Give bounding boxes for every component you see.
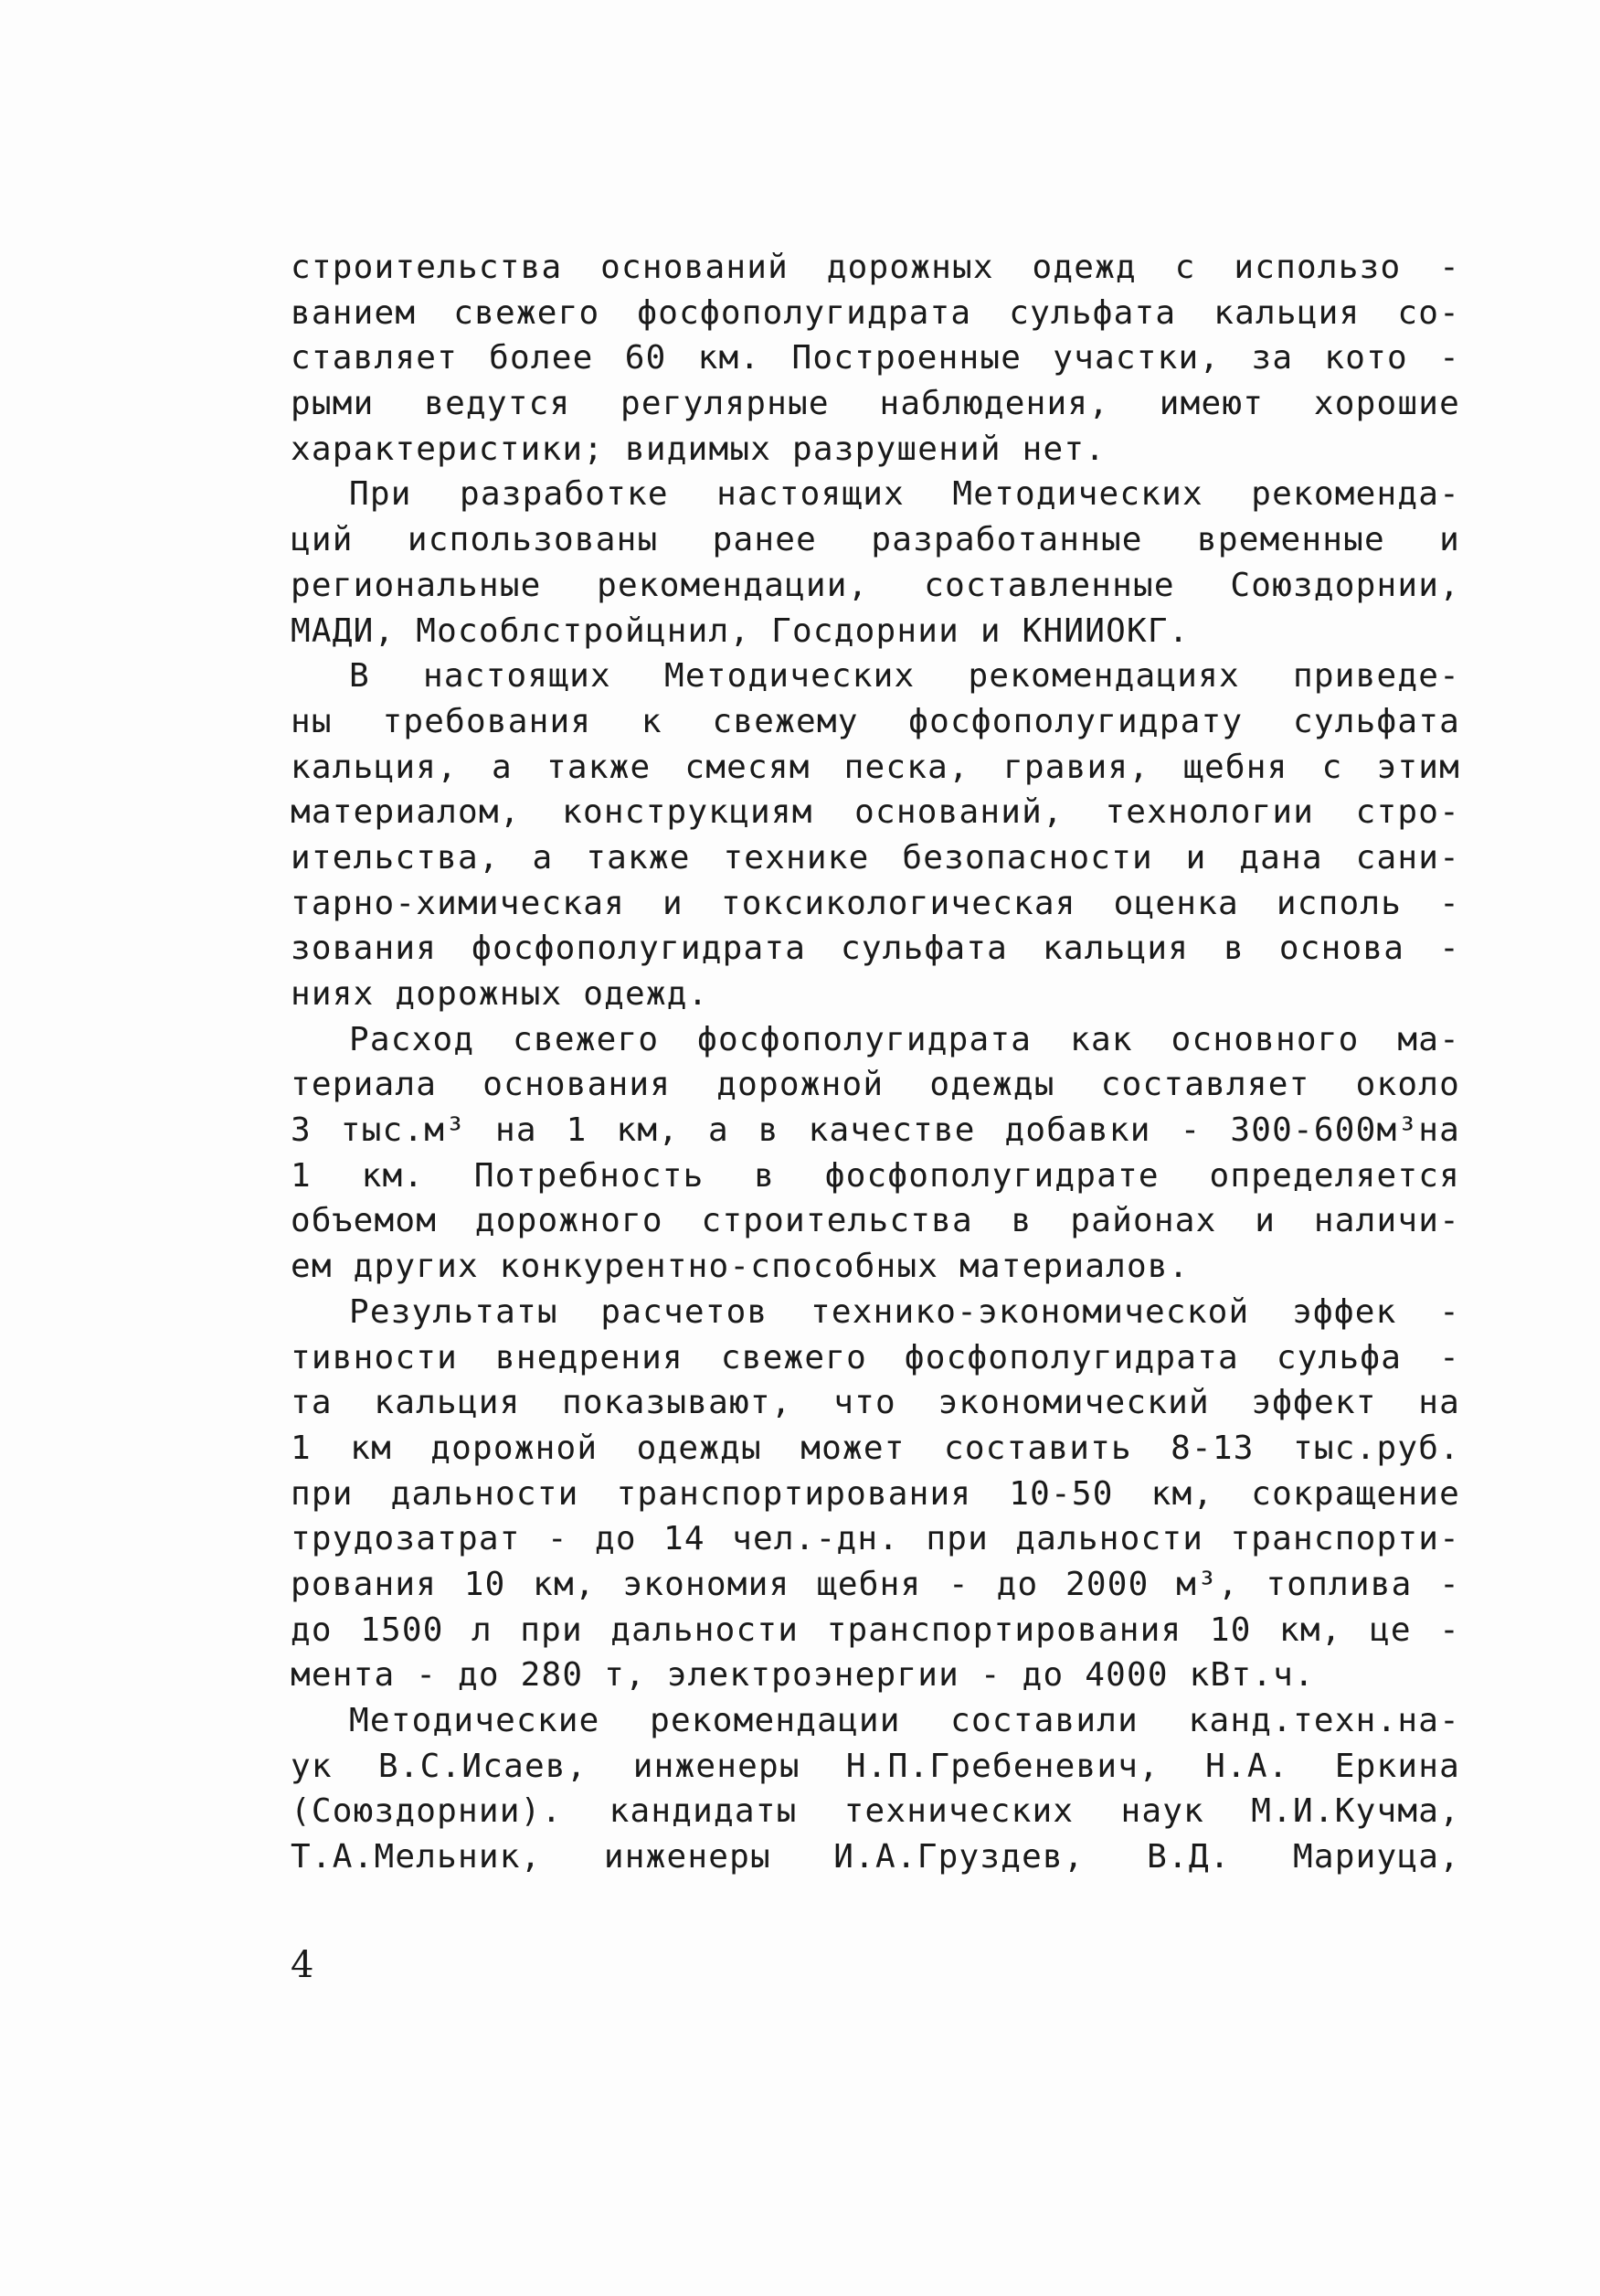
text-line: объемом дорожного строительства в районах и наличи- bbox=[291, 1202, 1460, 1240]
text-line: 1 км. Потребность в фосфополугидрате определяется bbox=[291, 1156, 1460, 1195]
text-line: МАДИ, Мособлстройцнил, Госдорнии и КНИИОКГ. bbox=[291, 611, 1190, 650]
paragraph-1 bbox=[291, 245, 1460, 472]
text-line: В настоящих Методических рекомендациях приведе- bbox=[349, 657, 1460, 696]
paragraph-6 bbox=[291, 1698, 1460, 1880]
text-line: мента - до 280 т, электроэнергии - до 4000 кВт.ч. bbox=[291, 1656, 1315, 1695]
text-line: 3 тыс.м³ на 1 км, а в качестве добавки - 300-600м³на bbox=[291, 1111, 1460, 1150]
text-line: характеристики; видимых разрушений нет. bbox=[291, 430, 1107, 468]
page-number: 4 bbox=[291, 1944, 314, 1986]
text-line: до 1500 л при дальности транспортирования 10 км, це - bbox=[291, 1610, 1460, 1649]
paragraph-2 bbox=[291, 472, 1460, 654]
text-line: ительства, а также технике безопасности и дана сани- bbox=[291, 838, 1460, 877]
text-line: рыми ведутся регулярные наблюдения, имеют хорошие bbox=[291, 385, 1460, 423]
text-line: региональные рекомендации, составленные Союздорнии, bbox=[291, 566, 1460, 604]
body-text bbox=[291, 245, 1460, 1880]
text-line: ем других конкурентно-способных материалов. bbox=[291, 1248, 1190, 1286]
text-line: ук В.С.Исаев, инженеры Н.П.Гребеневич, Н.А. Еркина bbox=[291, 1747, 1460, 1785]
text-line: кальция, а также смесям песка, гравия, щебня с этим bbox=[291, 748, 1460, 786]
text-line: Результаты расчетов технико-экономической эффек - bbox=[349, 1292, 1460, 1331]
text-line: трудозатрат - до 14 чел.-дн. при дальности транспорти- bbox=[291, 1520, 1460, 1558]
text-line: ванием свежего фосфополугидрата сульфата кальция со- bbox=[291, 293, 1460, 332]
text-line: ниях дорожных одежд. bbox=[291, 975, 709, 1013]
text-line: ны требования к свежему фосфополугидрату сульфата bbox=[291, 702, 1460, 740]
paragraph-5 bbox=[291, 1290, 1460, 1698]
text-line: При разработке настоящих Методических рекоменда- bbox=[349, 475, 1460, 514]
text-line: ставляет более 60 км. Построенные участки, за кото - bbox=[291, 339, 1460, 377]
text-line: тарно-химическая и токсикологическая оценка исполь - bbox=[291, 884, 1460, 922]
text-line: Методические рекомендации составили канд.техн.на- bbox=[349, 1702, 1460, 1739]
text-line: териала основания дорожной одежды составляет около bbox=[291, 1066, 1460, 1104]
text-line: рования 10 км, экономия щебня - до 2000 м³, топлива - bbox=[291, 1565, 1460, 1603]
text-line: 1 км дорожной одежды может составить 8-13 тыс.руб. bbox=[291, 1429, 1460, 1467]
text-line: (Союздорнии). кандидаты технических наук М.И.Кучма, bbox=[291, 1792, 1460, 1831]
text-line: материалом, конструкциям оснований, технологии стро- bbox=[291, 793, 1460, 832]
text-line: при дальности транспортирования 10-50 км, сокращение bbox=[291, 1474, 1460, 1513]
text-line: Т.А.Мельник, инженеры И.А.Груздев, В.Д. Мариуца, bbox=[291, 1838, 1460, 1876]
text-line: тивности внедрения свежего фосфополугидрата сульфа - bbox=[291, 1338, 1460, 1377]
paragraph-3 bbox=[291, 654, 1460, 1017]
text-line: строительства оснований дорожных одежд с использо - bbox=[291, 249, 1460, 286]
text-line: ций использованы ранее разработанные временные и bbox=[291, 521, 1460, 559]
text-line: зования фосфополугидрата сульфата кальция в основа - bbox=[291, 930, 1460, 968]
text-line: Расход свежего фосфополугидрата как основного ма- bbox=[349, 1020, 1460, 1058]
text-line: та кальция показывают, что экономический эффект на bbox=[291, 1384, 1460, 1422]
paragraph-4 bbox=[291, 1017, 1460, 1290]
